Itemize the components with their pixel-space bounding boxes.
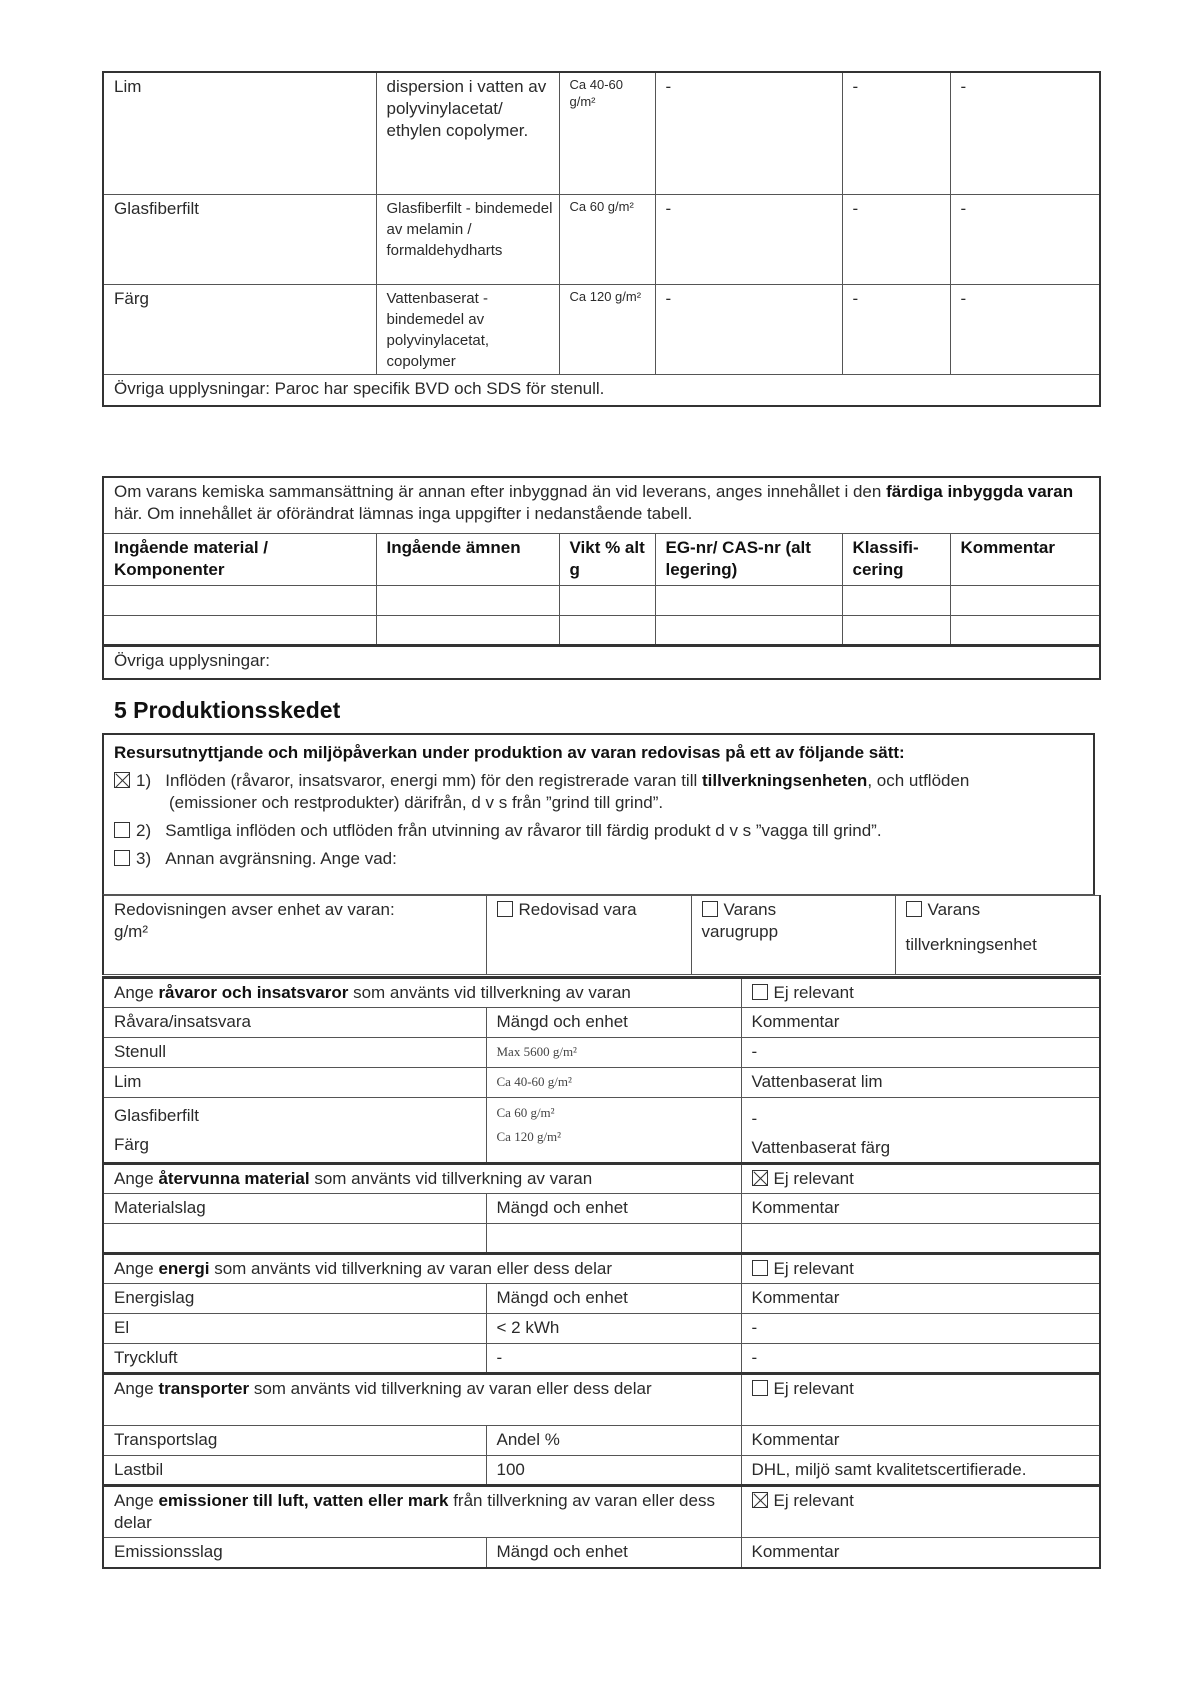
column-header xyxy=(559,533,655,585)
method-heading xyxy=(114,742,1093,764)
header-row xyxy=(103,533,1100,585)
heading-part: Ange xyxy=(114,1491,159,1510)
heading-part: från tillverkning av varan eller dess delar xyxy=(114,1491,715,1532)
intro-part: Om varans kemiska sammansättning är annan efter inbyggnad än vid leverans, anges innehållet i den xyxy=(114,482,887,501)
section-header-row xyxy=(103,1254,1100,1284)
empty-cell[interactable] xyxy=(842,585,950,615)
choice-label-2: tillverkningsenhet xyxy=(905,935,1037,954)
comment-line: Vattenbaserat färg xyxy=(751,1138,891,1157)
header-label: Klassifi-cering xyxy=(852,537,919,579)
column-header: Mängd och enhet xyxy=(486,1284,741,1314)
column-header xyxy=(950,533,1100,585)
choice-label: Varans xyxy=(723,900,777,919)
column-header: Transportslag xyxy=(103,1426,486,1456)
option-text: , och utflöden xyxy=(867,771,970,790)
eg-cas-cell: - xyxy=(655,72,842,194)
empty-cell[interactable] xyxy=(559,585,655,615)
heading-part: som använts vid tillverkning av varan eller dess delar xyxy=(209,1259,612,1278)
option-number: 2) xyxy=(136,821,152,840)
amount-cell xyxy=(486,1098,741,1164)
comment-cell: DHL, miljö samt kvalitetscertifierade. xyxy=(741,1456,1100,1486)
weight-cell: Ca 120 g/m² xyxy=(559,284,655,374)
comment-cell: - xyxy=(741,1344,1100,1374)
composition-table-installed xyxy=(102,476,1101,680)
empty-cell[interactable] xyxy=(741,1224,1100,1254)
column-header: Mängd och enhet xyxy=(486,1008,741,1038)
classification-cell: - xyxy=(842,194,950,284)
empty-cell[interactable] xyxy=(842,615,950,645)
substance-cell: dispersion i vatten av polyvinylacetat/ ethylen copolymer. xyxy=(376,72,559,194)
checkbox-icon[interactable] xyxy=(752,984,768,1000)
empty-cell[interactable] xyxy=(950,615,1100,645)
comment-cell: - xyxy=(950,194,1100,284)
unit-label-cell xyxy=(103,896,486,975)
column-header: Andel % xyxy=(486,1426,741,1456)
empty-cell[interactable] xyxy=(376,585,559,615)
checkbox-icon[interactable] xyxy=(702,901,718,917)
energy-type-cell: Tryckluft xyxy=(103,1344,486,1374)
substance-cell: Vattenbaserat - bindemedel av polyvinylacetat, copolymer xyxy=(376,284,559,374)
header-label: Vikt % alt g xyxy=(569,537,645,579)
empty-cell[interactable] xyxy=(950,585,1100,615)
comment-line: - xyxy=(751,1109,758,1128)
choice-label-2: varugrupp xyxy=(701,922,779,941)
empty-cell[interactable] xyxy=(376,615,559,645)
not-relevant-toggle[interactable] xyxy=(741,1374,1100,1426)
empty-cell[interactable] xyxy=(103,615,376,645)
comment-cell: Vattenbaserat lim xyxy=(741,1068,1100,1098)
checkbox-icon[interactable] xyxy=(497,901,513,917)
column-header-row xyxy=(103,1194,1100,1224)
checkbox-icon[interactable] xyxy=(114,822,130,838)
unit-choice[interactable] xyxy=(895,896,1100,975)
column-header: Kommentar xyxy=(741,1008,1100,1038)
not-relevant-label: Ej relevant xyxy=(773,1379,854,1398)
heading-bold: återvunna material xyxy=(158,1169,310,1188)
amount-cell: < 2 kWh xyxy=(486,1314,741,1344)
checkbox-icon[interactable] xyxy=(752,1260,768,1276)
section-header-row xyxy=(103,1164,1100,1194)
recycled-heading xyxy=(103,1164,741,1194)
material-cell: Glasfiberfilt xyxy=(103,194,376,284)
not-relevant-label: Ej relevant xyxy=(773,1169,854,1188)
unit-choice[interactable] xyxy=(486,896,691,975)
checkbox-icon[interactable] xyxy=(114,850,130,866)
composition-table-delivered xyxy=(102,71,1101,407)
section-header-row xyxy=(103,1374,1100,1426)
header-label: Ingående ämnen xyxy=(386,537,521,557)
material-cell: Stenull xyxy=(103,1038,486,1068)
production-inputs-table xyxy=(102,976,1101,1569)
option-1-continued: (emissioner och restprodukter) därifrån, d v s från ”grind till grind”. xyxy=(169,793,664,812)
option-text: Inflöden (råvaror, insatsvaror, energi mm) för den registrerade varan till xyxy=(165,771,702,790)
checkbox-icon[interactable] xyxy=(906,901,922,917)
column-header: Mängd och enhet xyxy=(486,1194,741,1224)
table-row xyxy=(103,1314,1100,1344)
amount-line: Ca 120 g/m² xyxy=(496,1129,562,1144)
empty-cell[interactable] xyxy=(559,615,655,645)
table-row xyxy=(103,284,1100,374)
section-title: 5 Produktionsskedet xyxy=(114,697,341,723)
amount-line: Ca 60 g/m² xyxy=(496,1105,555,1120)
column-header xyxy=(842,533,950,585)
heading-bold: transporter xyxy=(158,1379,250,1398)
option-number: 1) xyxy=(136,771,152,790)
column-header: Kommentar xyxy=(741,1284,1100,1314)
option-2 xyxy=(114,820,1093,842)
comment-cell: - xyxy=(950,72,1100,194)
column-header: Råvara/insatsvara xyxy=(103,1008,486,1038)
not-relevant-toggle[interactable] xyxy=(741,1164,1100,1194)
share-cell: 100 xyxy=(486,1456,741,1486)
table-row xyxy=(103,1068,1100,1098)
header-label: Ingående material / Komponenter xyxy=(114,537,268,579)
table-row xyxy=(103,1224,1100,1254)
emissions-heading xyxy=(103,1486,741,1538)
comment-cell: - xyxy=(741,1314,1100,1344)
section-header-row xyxy=(103,978,1100,1008)
option-text: Annan avgränsning. Ange vad: xyxy=(165,849,397,868)
column-header: Materialslag xyxy=(103,1194,486,1224)
not-relevant-label: Ej relevant xyxy=(773,983,854,1002)
header-label: EG-nr/ CAS-nr (alt legering) xyxy=(665,537,811,579)
material-line: Färg xyxy=(114,1135,149,1154)
heading-bold: råvaror och insatsvaror xyxy=(158,983,349,1002)
amount-cell: - xyxy=(486,1344,741,1374)
heading-part: som använts vid tillverkning av varan eller dess delar xyxy=(249,1379,652,1398)
heading-bold: emissioner till luft, vatten eller mark xyxy=(158,1491,449,1510)
raw-materials-heading xyxy=(103,978,741,1008)
eg-cas-cell: - xyxy=(655,194,842,284)
other-info-row xyxy=(103,374,1100,406)
unit-value: g/m² xyxy=(114,922,148,941)
heading-part: som använts vid tillverkning av varan xyxy=(348,983,631,1002)
column-header xyxy=(376,533,559,585)
checkbox-icon[interactable] xyxy=(752,1380,768,1396)
intro-row xyxy=(103,477,1100,533)
intro-bold: färdiga inbyggda varan xyxy=(886,482,1074,501)
option-bold: tillverkningsenheten xyxy=(701,771,868,790)
not-relevant-toggle[interactable] xyxy=(741,978,1100,1008)
other-info-row xyxy=(103,645,1100,679)
material-cell: Lim xyxy=(103,72,376,194)
eg-cas-cell: - xyxy=(655,284,842,374)
column-header-row xyxy=(103,1008,1100,1038)
intro-part: här. Om innehållet är oförändrat lämnas inga uppgifter i nedanstående tabell. xyxy=(114,504,693,523)
column-header: Kommentar xyxy=(741,1426,1100,1456)
option-3 xyxy=(114,848,1093,870)
table-row xyxy=(103,72,1100,194)
option-number: 3) xyxy=(136,849,152,868)
column-header: Kommentar xyxy=(741,1538,1100,1568)
comment-cell: - xyxy=(950,284,1100,374)
column-header-row xyxy=(103,1426,1100,1456)
unit-row xyxy=(103,896,1100,975)
not-relevant-label: Ej relevant xyxy=(773,1491,854,1510)
unit-choice[interactable] xyxy=(691,896,895,975)
weight-cell: Ca 40-60 g/m² xyxy=(559,72,655,194)
amount-cell: Ca 40-60 g/m² xyxy=(486,1068,741,1098)
column-header: Energislag xyxy=(103,1284,486,1314)
table-row xyxy=(103,1038,1100,1068)
other-info: Övriga upplysningar: xyxy=(103,645,1100,679)
transport-type-cell: Lastbil xyxy=(103,1456,486,1486)
production-method-box xyxy=(102,733,1095,895)
intro-text xyxy=(103,477,1100,533)
checkbox-checked-icon[interactable] xyxy=(752,1170,768,1186)
option-1 xyxy=(114,770,1093,792)
amount-cell: Max 5600 g/m² xyxy=(486,1038,741,1068)
column-header xyxy=(655,533,842,585)
energy-heading xyxy=(103,1254,741,1284)
not-relevant-toggle[interactable] xyxy=(741,1254,1100,1284)
unit-label: Redovisningen avser enhet av varan: xyxy=(114,900,395,919)
column-header: Mängd och enhet xyxy=(486,1538,741,1568)
transport-heading xyxy=(103,1374,741,1426)
material-cell xyxy=(103,1098,486,1164)
choice-label: Varans xyxy=(927,900,981,919)
empty-cell[interactable] xyxy=(103,1224,486,1254)
material-cell: Färg xyxy=(103,284,376,374)
header-label: Kommentar xyxy=(960,537,1055,557)
weight-cell: Ca 60 g/m² xyxy=(559,194,655,284)
table-row xyxy=(103,615,1100,645)
empty-cell[interactable] xyxy=(103,585,376,615)
unit-table xyxy=(102,895,1101,975)
table-row xyxy=(103,585,1100,615)
heading-part: Ange xyxy=(114,1259,159,1278)
method-heading-text: Resursutnyttjande och miljöpåverkan under produktion av varan redovisas på ett av följande sätt: xyxy=(114,743,905,762)
other-info: Övriga upplysningar: Paroc har specifik BVD och SDS för stenull. xyxy=(103,374,1100,406)
material-cell: Lim xyxy=(103,1068,486,1098)
not-relevant-toggle[interactable] xyxy=(741,1486,1100,1538)
column-header: Kommentar xyxy=(741,1194,1100,1224)
table-row xyxy=(103,1456,1100,1486)
section-header-row xyxy=(103,1486,1100,1538)
choice-label: Redovisad vara xyxy=(518,900,637,919)
energy-type-cell: El xyxy=(103,1314,486,1344)
heading-part: Ange xyxy=(114,983,159,1002)
heading-part: som använts vid tillverkning av varan xyxy=(309,1169,593,1188)
comment-cell: - xyxy=(741,1038,1100,1068)
heading-bold: energi xyxy=(158,1259,210,1278)
empty-cell[interactable] xyxy=(486,1224,741,1254)
table-row xyxy=(103,194,1100,284)
empty-cell[interactable] xyxy=(655,615,842,645)
column-header: Emissionsslag xyxy=(103,1538,486,1568)
table-row xyxy=(103,1344,1100,1374)
classification-cell: - xyxy=(842,72,950,194)
not-relevant-label: Ej relevant xyxy=(773,1259,854,1278)
heading-part: Ange xyxy=(114,1169,159,1188)
table-row xyxy=(103,1098,1100,1164)
classification-cell: - xyxy=(842,284,950,374)
checkbox-checked-icon[interactable] xyxy=(114,772,130,788)
column-header-row xyxy=(103,1284,1100,1314)
material-line: Glasfiberfilt xyxy=(114,1106,200,1125)
substance-cell: Glasfiberfilt - bindemedel av melamin / formaldehydharts xyxy=(376,194,559,284)
comment-cell xyxy=(741,1098,1100,1164)
checkbox-checked-icon[interactable] xyxy=(752,1492,768,1508)
option-text: Samtliga inflöden och utflöden från utvinning av råvaror till färdig produkt d v s ”vagga till grind”. xyxy=(165,821,882,840)
heading-part: Ange xyxy=(114,1379,159,1398)
column-header-row xyxy=(103,1538,1100,1568)
column-header xyxy=(103,533,376,585)
empty-cell[interactable] xyxy=(655,585,842,615)
